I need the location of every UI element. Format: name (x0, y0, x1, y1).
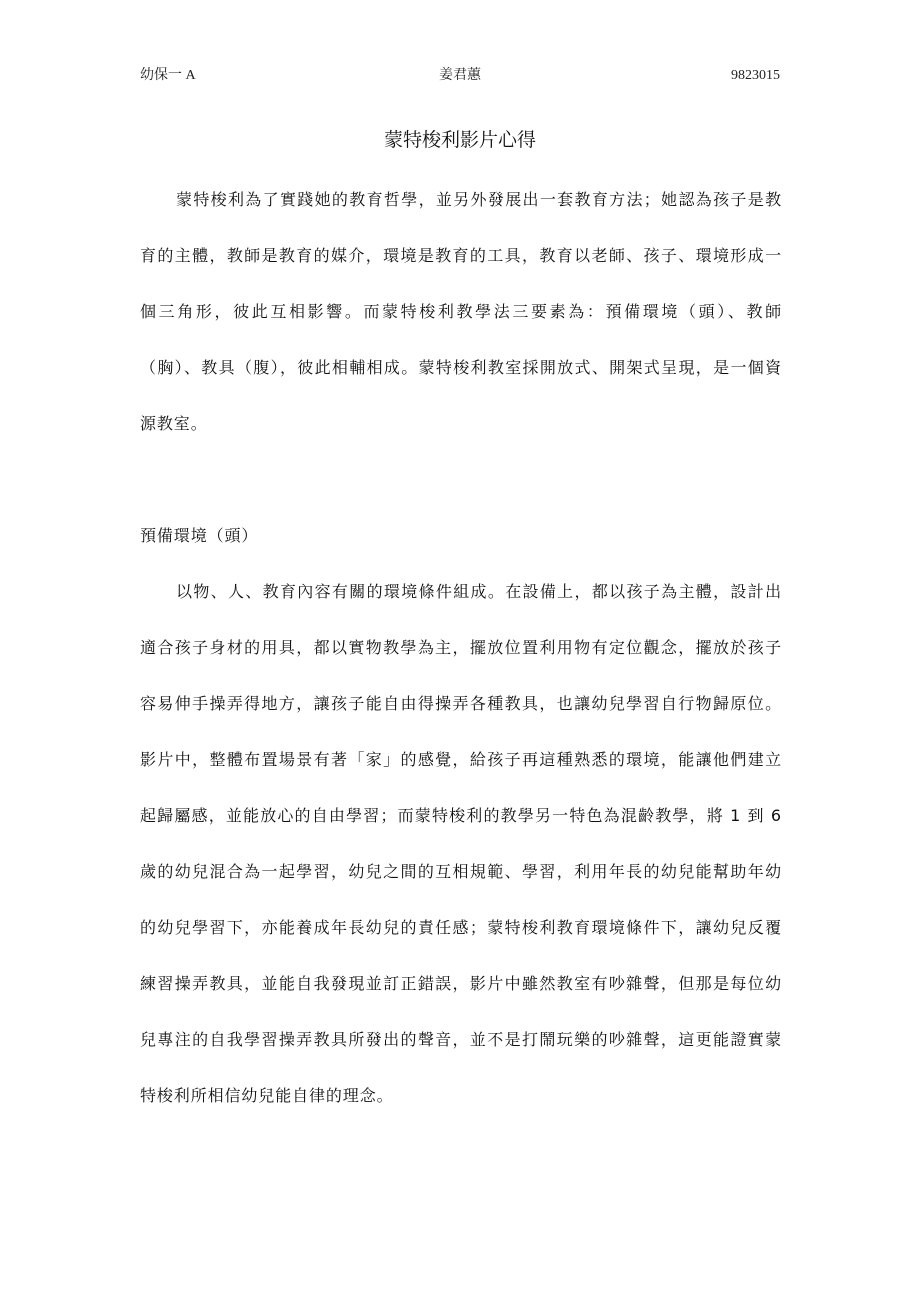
paragraph-spacer (140, 452, 782, 508)
section-paragraph: 以物、人、教育內容有關的環境條件組成。在設備上，都以孩子為主體，設計出適合孩子身材的用具，都以實物教學為主，擺放位置利用物有定位觀念，擺放於孩子容易伸手操弄得地方，讓孩子能自由得操弄各種教具，也讓幼兒學習自行物歸原位。影片中，整體布置場景有著「家」的感覺，給孩子再這種熟悉的環境，能讓他們建立起歸屬感，並能放心的自由學習；而蒙特梭利的教學另一特色為混齡教學，將 1 到 6 歲的幼兒混合為一起學習，幼兒之間的互相規範、學習，利用年長的幼兒能幫助年幼的幼兒學習下，亦能養成年長幼兒的責任感；蒙特梭利教育環境條件下，讓幼兒反覆練習操弄教具，並能自我發現並訂正錯誤，影片中雖然教室有吵雜聲，但那是每位幼兒專注的自我學習操弄教具所發出的聲音，並不是打鬧玩樂的吵雜聲，這更能證實蒙特梭利所相信幼兒能自律的理念。 (140, 582, 782, 1105)
document-body (140, 172, 782, 1124)
page-header (140, 64, 780, 88)
document-title: 蒙特梭利影片心得 (383, 129, 536, 151)
header-author: 姜君蕙 (439, 68, 481, 83)
intro-paragraph: 蒙特梭利為了實踐她的教育哲學，並另外發展出一套教育方法；她認為孩子是教育的主體，教師是教育的媒介，環境是教育的工具，教育以老師、孩子、環境形成一個三角形，彼此互相影響。而蒙特梭利教學法三要素為：預備環境（頭）、教師（胸）、教具（腹），彼此相輔相成。蒙特梭利教室採開放式、開架式呈現，是一個資源教室。 (140, 190, 782, 433)
section-heading: 預備環境（頭） (140, 526, 259, 545)
header-class-name: 幼保一 A (140, 68, 196, 83)
header-student-id: 9823015 (731, 68, 780, 83)
